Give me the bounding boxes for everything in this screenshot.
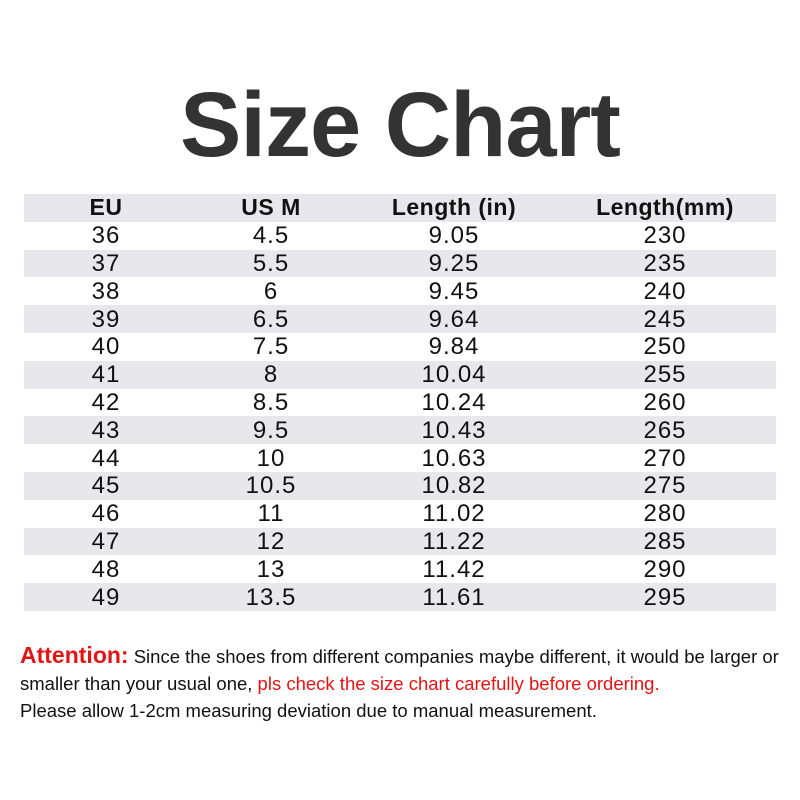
- cell-us-m: 10.5: [245, 472, 297, 500]
- cell-us-m: 13.5: [245, 583, 297, 611]
- cell-eu: 38: [91, 277, 121, 305]
- cell-length-in: 9.64: [428, 305, 480, 333]
- cell-length-mm: 250: [643, 333, 687, 361]
- cell-length-mm: 285: [643, 527, 687, 555]
- cell-eu: 43: [91, 416, 121, 444]
- cell-length-mm: 240: [643, 277, 687, 305]
- column-header-us-m: US M: [241, 194, 301, 221]
- cell-eu: 40: [91, 333, 121, 361]
- table-row: [24, 444, 776, 472]
- cell-length-in: 11.22: [422, 527, 486, 555]
- cell-us-m: 8.5: [252, 388, 290, 416]
- cell-us-m: 13: [256, 555, 286, 583]
- cell-eu: 48: [91, 555, 121, 583]
- cell-eu: 36: [91, 222, 121, 250]
- table-row: [24, 305, 776, 333]
- table-row: [24, 472, 776, 500]
- table-row: [24, 277, 776, 305]
- size-table: [24, 194, 776, 611]
- cell-eu: 41: [91, 361, 121, 389]
- cell-eu: 46: [91, 500, 121, 528]
- cell-length-in: 11.61: [422, 583, 486, 611]
- cell-length-mm: 260: [643, 388, 687, 416]
- table-row: [24, 250, 776, 278]
- attention-label: Attention:: [20, 642, 129, 668]
- cell-length-mm: 235: [643, 249, 687, 277]
- cell-length-in: 9.05: [428, 222, 480, 250]
- column-header-length-mm: Length(mm): [596, 194, 734, 221]
- measurement-deviation-text: Please allow 1-2cm measuring deviation due to manual measurement.: [20, 700, 597, 721]
- cell-eu: 39: [91, 305, 121, 333]
- cell-length-mm: 280: [643, 500, 687, 528]
- cell-length-in: 10.24: [421, 388, 487, 416]
- cell-length-mm: 265: [643, 416, 687, 444]
- cell-us-m: 4.5: [252, 222, 290, 250]
- cell-us-m: 9.5: [252, 416, 290, 444]
- table-row: [24, 583, 776, 611]
- cell-length-in: 10.63: [421, 444, 487, 472]
- cell-length-in: 9.45: [428, 277, 480, 305]
- table-row: [24, 361, 776, 389]
- column-header-length-in: Length (in): [391, 194, 517, 221]
- cell-length-in: 10.04: [421, 361, 487, 389]
- cell-length-in: 9.25: [428, 249, 480, 277]
- cell-length-mm: 295: [643, 583, 687, 611]
- attention-text: Since the shoes from different companies maybe different, it would be larger or smaller than your usual one,: [20, 646, 779, 694]
- cell-us-m: 11: [257, 500, 285, 528]
- cell-length-mm: 270: [643, 444, 687, 472]
- table-row: [24, 416, 776, 444]
- cell-eu: 42: [91, 388, 121, 416]
- table-row: [24, 555, 776, 583]
- cell-eu: 37: [91, 249, 121, 277]
- cell-us-m: 7.5: [252, 333, 290, 361]
- attention-warning-text: pls check the size chart carefully before ordering.: [257, 673, 660, 694]
- cell-us-m: 5.5: [252, 249, 290, 277]
- cell-length-in: 10.82: [421, 472, 487, 500]
- attention-note: [20, 642, 780, 724]
- page-title: Size Chart: [180, 74, 620, 176]
- cell-length-mm: 255: [643, 361, 687, 389]
- cell-eu: 49: [91, 583, 121, 611]
- table-row: [24, 500, 776, 528]
- cell-eu: 44: [91, 444, 121, 472]
- table-body: [24, 222, 776, 611]
- table-row: [24, 389, 776, 417]
- table-header-row: [24, 194, 776, 222]
- table-row: [24, 222, 776, 250]
- cell-us-m: 12: [256, 527, 286, 555]
- cell-length-mm: 290: [643, 555, 687, 583]
- cell-eu: 45: [91, 472, 121, 500]
- cell-eu: 47: [91, 527, 121, 555]
- cell-us-m: 8: [263, 361, 279, 389]
- cell-length-mm: 230: [643, 222, 687, 250]
- cell-length-in: 10.43: [421, 416, 487, 444]
- cell-length-in: 11.42: [422, 555, 486, 583]
- column-header-eu: EU: [89, 194, 123, 221]
- table-row: [24, 528, 776, 556]
- cell-length-in: 9.84: [428, 333, 480, 361]
- cell-length-mm: 245: [643, 305, 687, 333]
- cell-length-in: 11.02: [422, 500, 486, 528]
- cell-us-m: 6: [263, 277, 279, 305]
- table-row: [24, 333, 776, 361]
- cell-us-m: 6.5: [252, 305, 290, 333]
- cell-length-mm: 275: [643, 472, 687, 500]
- cell-us-m: 10: [256, 444, 286, 472]
